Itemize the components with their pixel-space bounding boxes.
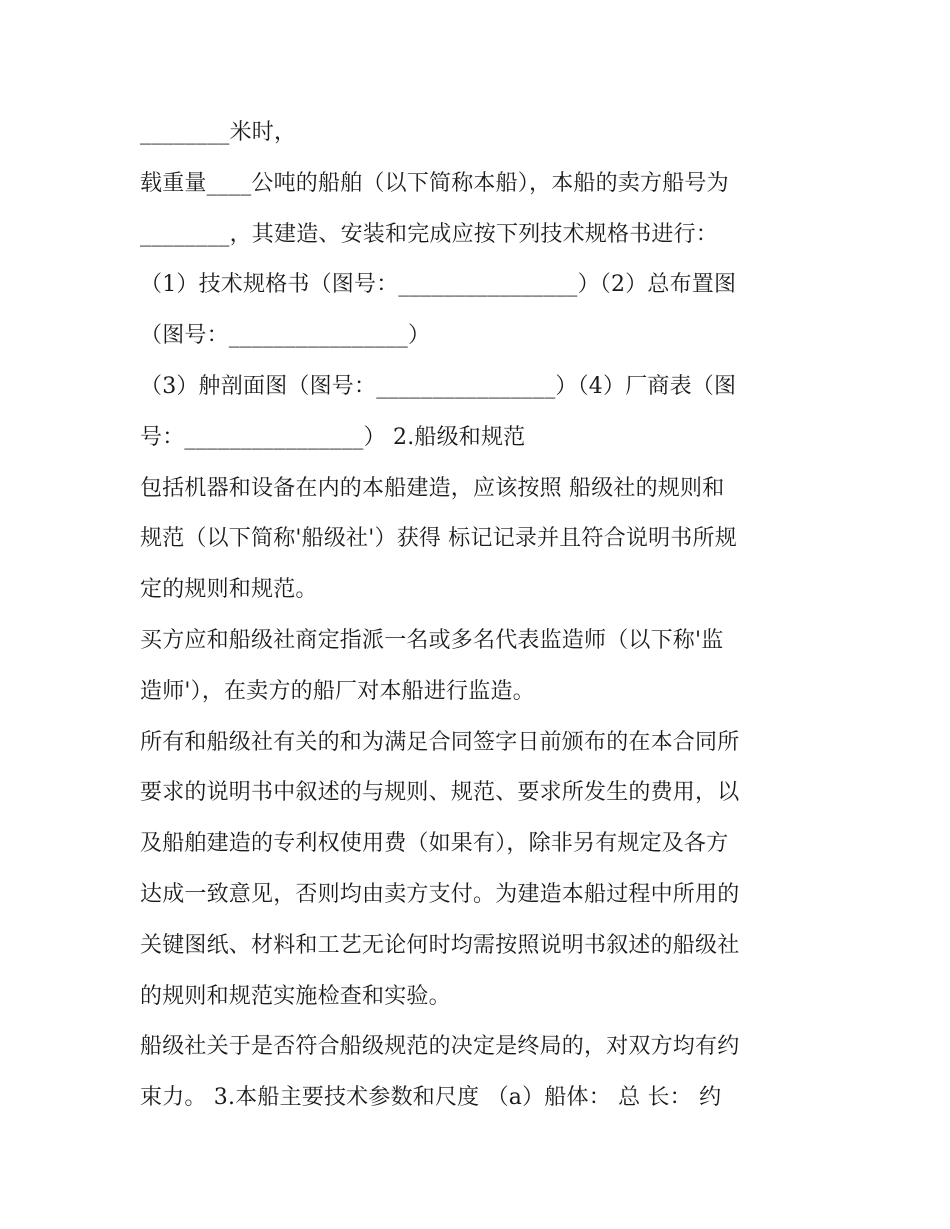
text-line-11: 买方应和船级社商定指派一名或多名代表监造师（以下称'监 [140,627,724,653]
text-line-19: 船级社关于是否符合船级规范的决定是终局的，对双方均有约 [140,1034,740,1060]
text-line-10: 定的规则和规范。 [140,577,318,603]
text-line-7: 号：________________） 2.船级和规范 [140,424,526,450]
text-line-4: （1）技术规格书（图号：________________）（2）总布置图 [140,272,737,298]
text-line-13: 所有和船级社有关的和为满足合同签字日前颁布的在本合同所 [140,729,740,755]
text-line-16: 达成一致意见，否则均由卖方支付。为建造本船过程中所用的 [140,881,740,907]
text-line-17: 关键图纸、材料和工艺无论何时均需按照说明书叙述的船级社 [140,932,740,958]
text-line-14: 要求的说明书中叙述的与规则、规范、要求所发生的费用，以 [140,780,740,806]
text-line-3: ________，其建造、安装和完成应按下列技术规格书进行： [140,221,719,247]
text-line-18: 的规则和规范实施检查和实验。 [140,983,451,1009]
text-line-9: 规范（以下简称'船级社'）获得 标记记录并且符合说明书所规 [140,526,737,552]
text-line-12: 造师'），在卖方的船厂对本船进行监造。 [140,678,535,704]
text-line-5: （图号：________________） [140,323,431,349]
text-line-1: ________米时， [140,120,297,145]
text-line-2: 载重量____公吨的船舶（以下简称本船），本船的卖方船号为 [140,170,729,196]
text-line-6: （3）舯剖面图（图号：________________）（4）厂商表（图 [140,373,737,399]
text-line-15: 及船舶建造的专利权使用费（如果有），除非另有规定及各方 [140,831,729,857]
text-line-8: 包括机器和设备在内的本船建造，应该按照 船级社的规则和 [140,475,725,501]
document-body [140,108,820,1124]
text-line-20: 束力。 3.本船主要技术参数和尺度 （a）船体： 总 长： 约 [140,1085,722,1111]
